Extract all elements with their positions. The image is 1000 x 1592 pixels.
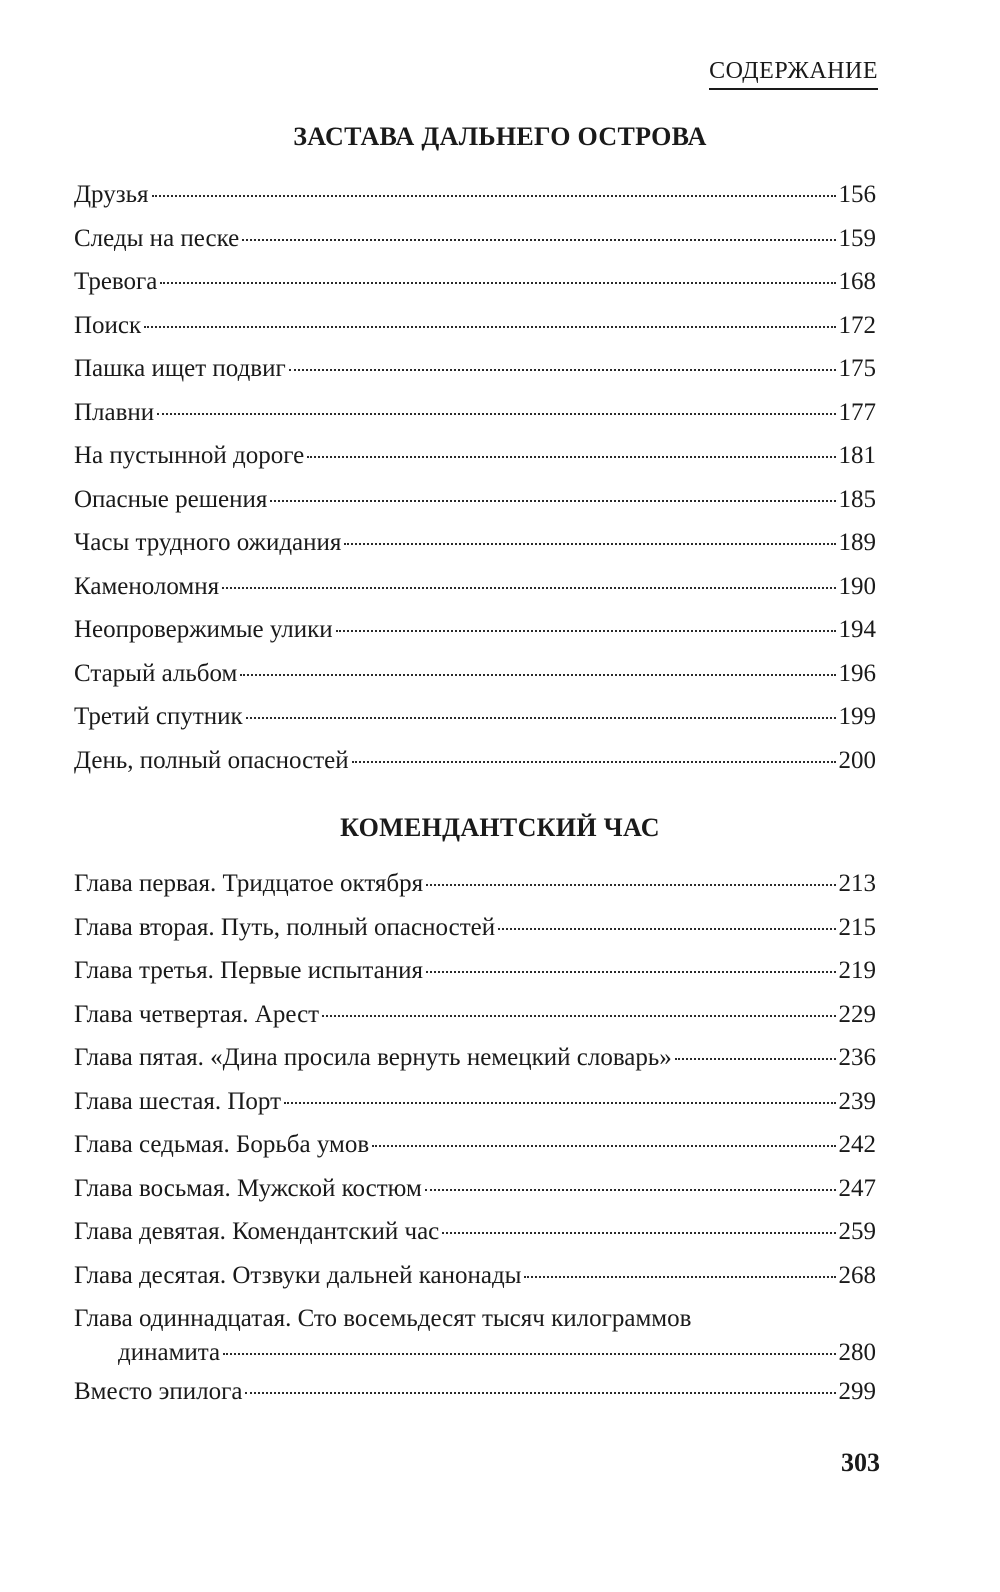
toc-entry (74, 442, 876, 486)
toc-entry (74, 529, 876, 573)
dot-leader (426, 971, 836, 973)
dot-leader (152, 195, 836, 197)
toc-entry-title: Глава вторая. Путь, полный опасностей (74, 913, 496, 941)
dot-leader (144, 326, 835, 328)
toc-entry-title: Старый альбом (74, 659, 238, 687)
toc-entry-title: Глава пятая. «Дина просила вернуть немецкий словарь» (74, 1044, 672, 1071)
toc-entry-title-line2: динамита (118, 1339, 221, 1366)
toc-entry-title: Неопровержимые улики (74, 616, 333, 643)
toc-entry-page: 247 (838, 1174, 876, 1202)
dot-leader (675, 1058, 836, 1060)
toc-entry-page: 189 (838, 529, 876, 556)
toc-entry (74, 1378, 876, 1422)
toc-entry-title: Глава девятая. Комендантский час (74, 1218, 440, 1245)
running-head: СОДЕРЖАНИЕ (709, 58, 878, 90)
toc-entry-title: Тревога (74, 268, 158, 295)
dot-leader (442, 1232, 835, 1234)
toc-entry (74, 914, 876, 958)
dot-leader (160, 282, 835, 284)
toc-entry-title: Третий спутник (74, 703, 243, 730)
toc-entry (74, 268, 876, 312)
toc-entry (74, 312, 876, 356)
toc-entry-title: Глава первая. Тридцатое октября (74, 870, 424, 897)
toc-entry-page: 194 (838, 616, 876, 643)
section-title-komendantskiy: КОМЕНДАНТСКИЙ ЧАС (340, 813, 660, 842)
toc-entry (74, 1262, 876, 1306)
dot-leader (157, 413, 835, 415)
toc-entry (74, 747, 876, 791)
toc-entry (74, 181, 876, 225)
toc-entry-title: Глава четвертая. Арест (74, 1000, 320, 1028)
page-number: 303 (841, 1448, 880, 1477)
toc-entry-page: 219 (838, 957, 876, 984)
toc-entry-title: Глава третья. Первые испытания (74, 957, 423, 984)
dot-leader (240, 674, 835, 676)
toc-entry-line2 (74, 1339, 876, 1367)
toc-entry-title: Пашка ищет подвиг (74, 355, 286, 382)
toc-entry (74, 870, 876, 914)
toc-entry (74, 1218, 876, 1262)
toc-entry (74, 1088, 876, 1132)
toc-entry (74, 573, 876, 617)
toc-entry-page: 236 (838, 1044, 876, 1071)
toc-entry (74, 399, 876, 443)
toc-entry-page: 268 (838, 1261, 876, 1289)
toc-entry-page: 200 (838, 746, 876, 774)
toc-entry-page: 175 (838, 355, 876, 382)
toc-entry-page: 177 (838, 398, 876, 426)
toc-entry-page: 185 (838, 485, 876, 513)
toc-entry-title: Глава десятая. Отзвуки дальней канонады (74, 1261, 522, 1289)
toc-entry-page: 172 (838, 311, 876, 339)
toc-entry-title: Друзья (74, 181, 149, 208)
toc-entry-title: Вместо эпилога (74, 1378, 243, 1405)
toc-section-komendantskiy (74, 870, 876, 1422)
toc-entry-page: 259 (838, 1218, 876, 1245)
toc-entry (74, 486, 876, 530)
dot-leader (344, 543, 835, 545)
dot-leader (289, 369, 836, 371)
toc-entry (74, 1175, 876, 1219)
dot-leader (425, 1189, 836, 1191)
dot-leader (242, 239, 835, 241)
toc-entry-title: День, полный опасностей (74, 746, 349, 774)
toc-entry-title: Следы на песке (74, 224, 240, 252)
toc-entry-multiline (74, 1305, 876, 1367)
toc-entry (74, 1044, 876, 1088)
toc-entry (74, 660, 876, 704)
toc-entry-title: Часы трудного ожидания (74, 529, 342, 556)
dot-leader (426, 884, 835, 886)
toc-entry-page: 196 (838, 659, 876, 687)
toc-section-zastava (74, 181, 876, 790)
dot-leader (246, 717, 836, 719)
toc-entry-page: 159 (838, 224, 876, 252)
toc-entry-page: 239 (838, 1087, 876, 1115)
toc-entry-page: 299 (838, 1378, 876, 1405)
toc-entry-page: 280 (838, 1339, 876, 1366)
toc-entry-page: 215 (838, 913, 876, 941)
dot-leader (372, 1145, 835, 1147)
dot-leader (307, 456, 835, 458)
toc-entry (74, 225, 876, 269)
dot-leader (270, 500, 835, 502)
dot-leader (336, 630, 836, 632)
dot-leader (222, 587, 835, 589)
toc-entry-page: 242 (838, 1131, 876, 1158)
toc-entry-page: 190 (838, 572, 876, 600)
toc-entry (74, 1001, 876, 1045)
dot-leader (524, 1276, 835, 1278)
toc-entry-title-line1: Глава одиннадцатая. Сто восемьдесят тысяч килограммов (74, 1305, 692, 1332)
toc-entry (74, 703, 876, 747)
toc-entry-title: Глава седьмая. Борьба умов (74, 1131, 370, 1158)
toc-entry-page: 156 (838, 181, 876, 208)
dot-leader (284, 1102, 835, 1104)
toc-entry-title: Плавни (74, 398, 155, 426)
toc-entry-page: 181 (838, 442, 876, 469)
dot-leader (245, 1392, 835, 1394)
toc-entry-title: Глава восьмая. Мужской костюм (74, 1174, 422, 1202)
toc-entry-page: 168 (838, 268, 876, 295)
toc-entry (74, 616, 876, 660)
section-title-zastava: ЗАСТАВА ДАЛЬНЕГО ОСТРОВА (293, 122, 707, 151)
toc-entry-page: 213 (838, 870, 876, 897)
toc-entry (74, 355, 876, 399)
toc-entry-title: Опасные решения (74, 485, 268, 513)
toc-entry (74, 957, 876, 1001)
dot-leader (352, 761, 836, 763)
dot-leader (223, 1353, 835, 1355)
dot-leader (322, 1015, 835, 1017)
toc-entry-title: Каменоломня (74, 572, 220, 600)
toc-entry-page: 229 (838, 1000, 876, 1028)
toc-entry-page: 199 (838, 703, 876, 730)
toc-entry-title: Поиск (74, 311, 142, 339)
toc-entry-title: Глава шестая. Порт (74, 1087, 282, 1115)
toc-entry (74, 1131, 876, 1175)
toc-entry-title: На пустынной дороге (74, 442, 305, 469)
dot-leader (498, 928, 835, 930)
